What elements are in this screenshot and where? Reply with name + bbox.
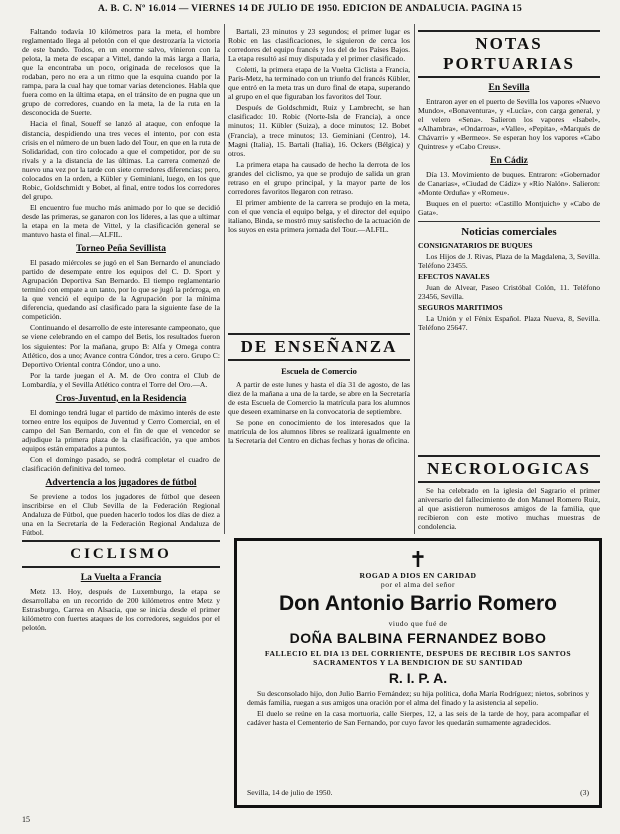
article-paragraph: Con el domingo pasado, se podrá completar el cuadro de clasificación definitiva del torneo. [22, 454, 220, 474]
article-paragraph: Faltando todavía 10 kilómetros para la meta, el hombre reglamentado llega al pelotón con el que destrozaría la victoria de este bando. Todos, en un enorme salvo, vinieron con la pelota, la meta de escapar a Vittel, dando la más larga a Ilaria, que la encontraba un poco, originada de recelosos que la rodaban, pero no era a un ritmo que la esquina cuando por la rampa, para la cual hay que tomar varias detenciones. Habla que fuera como en la última etapa, en el tránsito de en pugna que un grupo de corredores, cuando en la meta, la de la ruta en la desconocida de Suerte. [22, 27, 220, 118]
article-paragraph: Los Hijos de J. Rivas, Plaza de la Magdalena, 3, Sevilla. Teléfono 23455. [418, 251, 600, 270]
obituary-date: Sevilla, 14 de julio de 1950. [247, 788, 333, 797]
headline-cadiz: En Cádiz [490, 156, 528, 167]
article-paragraph: Bartali, 23 minutos y 23 segundos; el primer lugar es Robic en las clasificaciones, le siguieron de cerca los corredores del equipo francés y los del de los Países Bajos. La etapa resultó así muy disputada y el primer clasificado. [228, 27, 410, 64]
obituary-wife-name: DOÑA BALBINA FERNANDEZ BOBO [289, 630, 547, 646]
ad-heading: SEGUROS MARITIMOS [418, 302, 503, 312]
article-paragraph: El domingo tendrá lugar el partido de máximo interés de este torneo entre los equipos de Juventud y Cerro Comercial, en el campo del San Bernardo, con el fin de que el vencedor se adjudique la primera plaza de la clasificación, ya que ambos equipos están empatados a puntos. [22, 407, 220, 453]
obituary-line: ROGAD A DIOS EN CARIDAD [359, 571, 477, 580]
section-ciclismo: CICLISMO [22, 540, 220, 568]
article-paragraph: Continuando el desarrollo de este interesante campeonato, que se viene celebrando en el campo del Betis, los resultados fueron los siguientes: Por la mañana, grupo B: Alfa y Omega contra Atlético, dos a uno; Avance contra Cóndor, tres a cero. Grupo C: Deportivo Oriental contra Cóndor, uno a uno. [22, 323, 220, 369]
column-rule [224, 24, 225, 534]
ad-heading: EFECTOS NAVALES [418, 271, 490, 281]
obituary-name: Don Antonio Barrio Romero [278, 592, 558, 615]
obituary-line: viudo que fué de [388, 619, 448, 628]
column-rule [414, 24, 415, 534]
headline-vuelta: La Vuelta a Francia [80, 573, 162, 584]
obituary-ref: (3) [580, 788, 589, 797]
column-necrologicas [418, 452, 600, 534]
headline-cros: Cros-Juventud, en la Residencia [55, 393, 187, 404]
article-paragraph: Por la tarde juegan el A. M. de Oro contra el Club de Lombardía, y el Sevilla Atlético contra el Torre del Oro.—A. [22, 370, 220, 389]
headline-noticias: Noticias comerciales [461, 225, 557, 238]
section-necrologicas: NECROLOGICAS [418, 455, 600, 483]
page-number: 15 [22, 815, 30, 824]
article-paragraph: Juan de Alvear, Paseo Cristóbal Colón, 11. Teléfono 23456, Sevilla. [418, 282, 600, 301]
obituary-paragraph: El duelo se reúne en la casa mortuoria, calle Sierpes, 12, a las seis de la tarde de hoy, para acompañar el cadáver hasta el Cementerio de San Fernando, por cuyo favor les quedarán sumamente agradecidos. [247, 709, 589, 727]
column-cycling [228, 27, 410, 327]
section-ensenanza: DE ENSEÑANZA [228, 333, 410, 361]
obituary-body [247, 689, 589, 727]
headline-escuela: Escuela de Comercio [281, 366, 357, 376]
article-paragraph: Entraron ayer en el puerto de Sevilla los vapores «Nuevo Mundo», «Bonaventura», y «Lucía», con carga general, y el velero «Sena». Salieron los vapores «Isabel», «Alhambra», «Ondarroa», «Valle», «Pepita», «Marqués de Chávarri» y «Bermeo». Se esperan hoy los vapores «Cabo Quintres» y «Cabo Creus». [418, 97, 600, 152]
article-paragraph: Se pone en conocimiento de los interesados que la matrícula de los alumnos libres se realizará igualmente en la Secretaría del Centro en dichas fechas y horas de oficina. [228, 418, 410, 446]
article-paragraph: Metz 13. Hoy, después de Luxemburgo, la etapa se desarrollaba en un recorrido de 200 kilómetros entre Metz y Estrasburgo, Carrea en Alsacia, que se inicia desde el primer kilómetro con fuertes ataques de los corredores, seguidos por el pelotón. [22, 587, 220, 633]
article-paragraph: El pasado miércoles se jugó en el San Bernardo el anunciado partido de desempate entre los equipos del C. D. Sport y Agrupación Deportiva San Bernardo. El tiempo reglamentario terminó con empate a un tanto, por lo que se jugó la prórroga, en la que venció el equipo de la Agrupación por la mínima diferencia, quedando así clasificado para la siguiente fase de la competición. [22, 258, 220, 322]
divider [418, 221, 600, 222]
headline-torneo: Torneo Peña Sevillista [76, 244, 166, 255]
article-paragraph: Coletti, la primera etapa de la Vuelta Ciclista a Francia, París-Metz, ha terminado con un triunfo del francés Kübler, que entró en la meta tras un duro final de etapa, superando al grupo en el que figuraban los favoritos del Tour. [228, 65, 410, 102]
page-header: A. B. C. Nº 16.014 — VIERNES 14 DE JULIO DE 1950. EDICION DE ANDALUCIA. PAGINA 15 [97, 4, 523, 14]
article-paragraph: El primer ambiente de la carrera se produjo en la meta, con el que vencía el equipo belga, y el director del equipo italiano, Binda, se mostró muy satisfecho de la actuación de los suyos en esta primera jornada del Tour.—ALFIL. [228, 197, 410, 234]
obituary-rip: R. I. P. A. [388, 670, 448, 686]
column-education [228, 330, 410, 530]
headline-advertencia: Advertencia a los jugadores de fútbol [45, 478, 197, 489]
article-paragraph: Día 13. Movimiento de buques. Entraron: «Gobernador de Canarias», «Ciudad de Cádiz» y «Río Nalón». Salieron: «Monte Orduña» y «Romeu». [418, 170, 600, 198]
obituary-box [234, 538, 602, 808]
cross-icon: ✝ [408, 547, 428, 572]
article-paragraph: Buques en el puerto: «Castillo Montjuich» y «Cabo de Gata». [418, 199, 600, 218]
section-notas-portuarias: NOTAS PORTUARIAS [418, 30, 600, 78]
obituary-line: por el alma del señor [380, 580, 456, 589]
article-paragraph: Después de Goldschmidt, Ruiz y Lambrecht, se han clasificado: 10. Robic (Norte-Isla de Francia), a once minutos; 11. Kübler (Suiza), a doce minutos; 12. Bobet (Francia), a trece minutos; 13. Geminiani (Centro), 14. Magni (Italia), 15. Bartali (Italia), 16. Ockers (Bélgica) y otros. [228, 103, 410, 158]
obituary-line: FALLECIO EL DIA 13 DEL CORRIENTE, DESPUES DE RECIBIR LOS SANTOS SACRAMENTOS Y LA BENDICION DE SU SANTIDAD [264, 649, 572, 667]
obituary-paragraph: Su desconsolado hijo, don Julio Barrio Fernández; su hija política, doña María Rodríguez; nietos, sobrinos y demás familia, ruegan a sus amigos una oración por el alma del finado y la asistencia al sepelio. [247, 689, 589, 707]
article-paragraph: El encuentro fue mucho más animado por lo que se decidió desde las primeras, se ganaron con los líderes, a las que a ultimar la etapa en la meta de Vittel, y la clasificación general se mantuvo hasta el final.—ALFIL. [22, 202, 220, 240]
article-paragraph: Se previene a todos los jugadores de fútbol que deseen inscribirse en el Club Sevilla de la Federación Regional Andaluza de Fútbol, que pueden hacerlo todos los días de diez a una en la Secretaría de la Federación Regional Andaluza de Fútbol. [22, 492, 220, 538]
obituary-footer [247, 788, 589, 797]
article-paragraph: La Unión y el Fénix Español. Plaza Nueva, 8, Sevilla. Teléfono 25647. [418, 313, 600, 332]
article-paragraph: Hacia el final, Soueff se lanzó al ataque, con enfoque la distancia, despidiendo una tres veces el intento, por con esta crisis en el número de un buen lado del Tour, en que en la ruta de Solidaridad, con tiro colocado a que el competidor, por de su rivals y a la distancia de las últimas. La carrera comenzó de nuevo una vez por la tarde con siete corredores diferencias; pero, colocados en la orden, a Kübler y Geminiani, luego, en los que Robic, Goldschmidt y Bobet, al final, entre todos los corredores del grupo. [22, 119, 220, 201]
headline-sevilla: En Sevilla [488, 83, 530, 93]
article-paragraph: Se ha celebrado en la iglesia del Sagrario el primer aniversario del fallecimiento de don Manuel Romero Ruiz, al que asistieron numerosos amigos de la familia, que recibieron con este motivo muchas muestras de condolencia. [418, 486, 600, 532]
column-sports [22, 27, 220, 817]
article-paragraph: La primera etapa ha causado de hecho la derrota de los grandes del ciclismo, ya que se produjo de salida un gran retraso en el grupo principal, y la mayor parte de los corredores favoritos llegaron con retraso. [228, 159, 410, 196]
article-paragraph: A partir de este lunes y hasta el día 31 de agosto, de las diez de la mañana a una de la tarde, se abre en la Secretaría de esta Escuela de Comercio la matrícula para los alumnos que deseen examinarse en la convocatoria de septiembre. [228, 380, 410, 417]
column-port [418, 27, 600, 447]
ad-heading: CONSIGNATARIOS DE BUQUES [418, 240, 533, 250]
